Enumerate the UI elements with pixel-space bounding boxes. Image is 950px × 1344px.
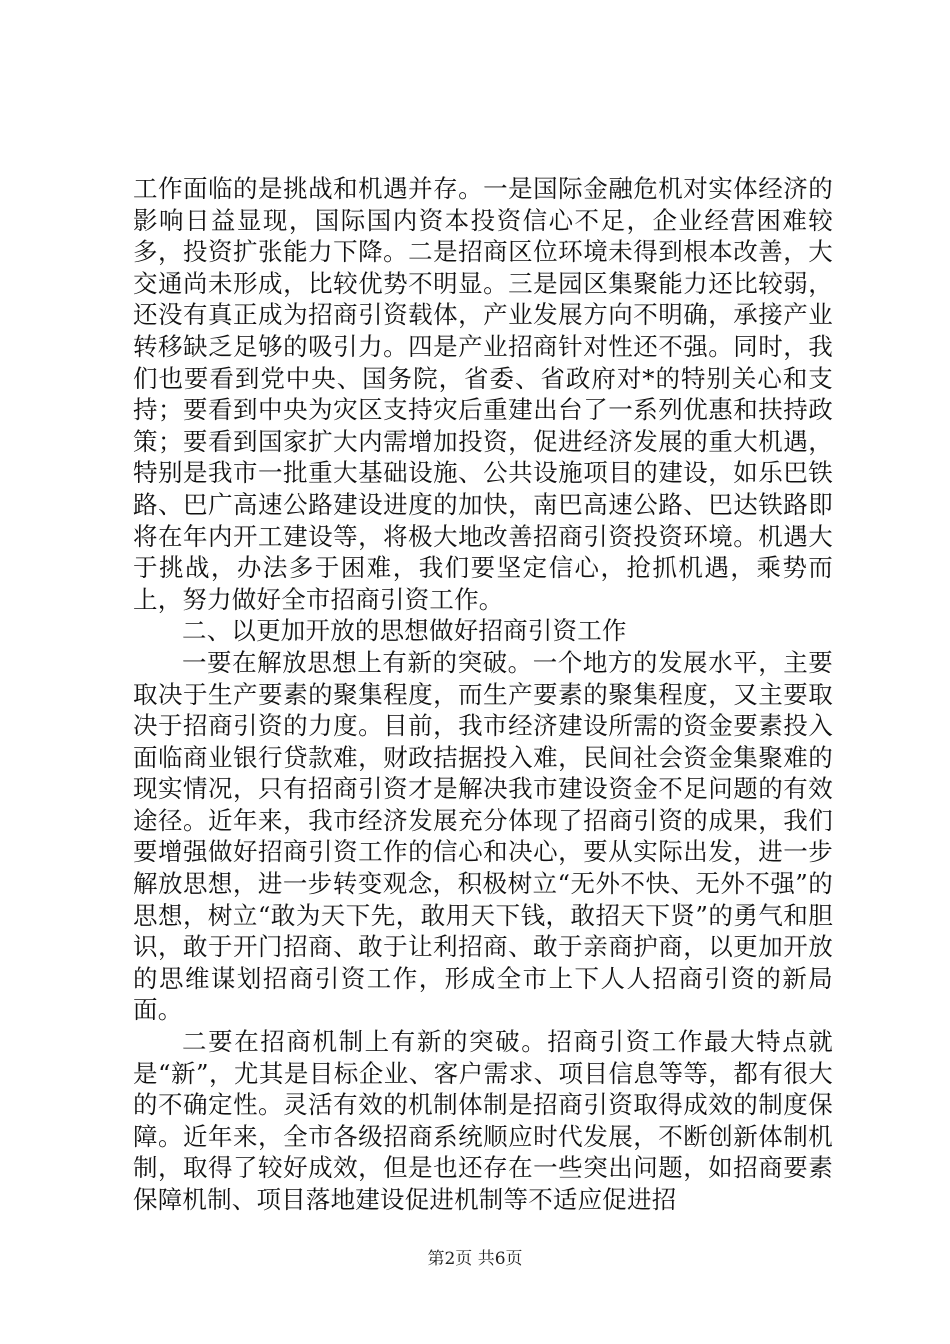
paragraph-2: 一要在解放思想上有新的突破。一个地方的发展水平，主要取决于生产要素的聚集程度，而生产要素的聚集程度，又主要取决于招商引资的力度。目前，我市经济建设所需的资金要素投入面临商业银行贷款难，财政拮据投入难，民间社会资金集聚难的现实情况，只有招商引资才是解决我市建设资金不足问题的有效途径。近年来，我市经济发展充分体现了招商引资的成果，我们要增强做好招商引资工作的信心和决心，要从实际出发，进一步解放思想，进一步转变观念，积极树立“无外不快、无外不强”的思想，树立“敢为天下先，敢用天下钱，敢招天下贤”的勇气和胆识，敢于开门招商、敢于让利招商、敢于亲商护商，以更加开放的思维谋划招商引资工作，形成全市上下人人招商引资的新局面。 [133, 647, 833, 1025]
document-body [133, 173, 833, 1216]
paragraph-3: 二要在招商机制上有新的突破。招商引资工作最大特点就是“新”，尤其是目标企业、客户需求、项目信息等等，都有很大的不确定性。灵活有效的机制体制是招商引资取得成效的制度保障。近年来，全市各级招商系统顺应时代发展，不断创新体制机制，取得了较好成效，但是也还存在一些突出问题，如招商要素保障机制、项目落地建设促进机制等不适应促进招 [133, 1027, 833, 1214]
page-footer: 第2页 共6页 [427, 1249, 523, 1269]
section-heading: 二、以更加开放的思想做好招商引资工作 [182, 616, 627, 646]
paragraph-1: 工作面临的是挑战和机遇并存。一是国际金融危机对实体经济的影响日益显现，国际国内资本投资信心不足，企业经营困难较多，投资扩张能力下降。二是招商区位环境未得到根本改善，大交通尚未形成，比较优势不明显。三是园区集聚能力还比较弱，还没有真正成为招商引资载体，产业发展方向不明确，承接产业转移缺乏足够的吸引力。四是产业招商针对性还不强。同时，我们也要看到党中央、国务院，省委、省政府对*的特别关心和支持；要看到中央为灾区支持灾后重建出台了一系列优惠和扶持政策；要看到国家扩大内需增加投资，促进经济发展的重大机遇，特别是我市一批重大基础设施、公共设施项目的建设，如乐巴铁路、巴广高速公路建设进度的加快，南巴高速公路、巴达铁路即将在年内开工建设等，将极大地改善招商引资投资环境。机遇大于挑战，办法多于困难，我们要坚定信心，抢抓机遇，乘势而上，努力做好全市招商引资工作。 [133, 174, 833, 614]
